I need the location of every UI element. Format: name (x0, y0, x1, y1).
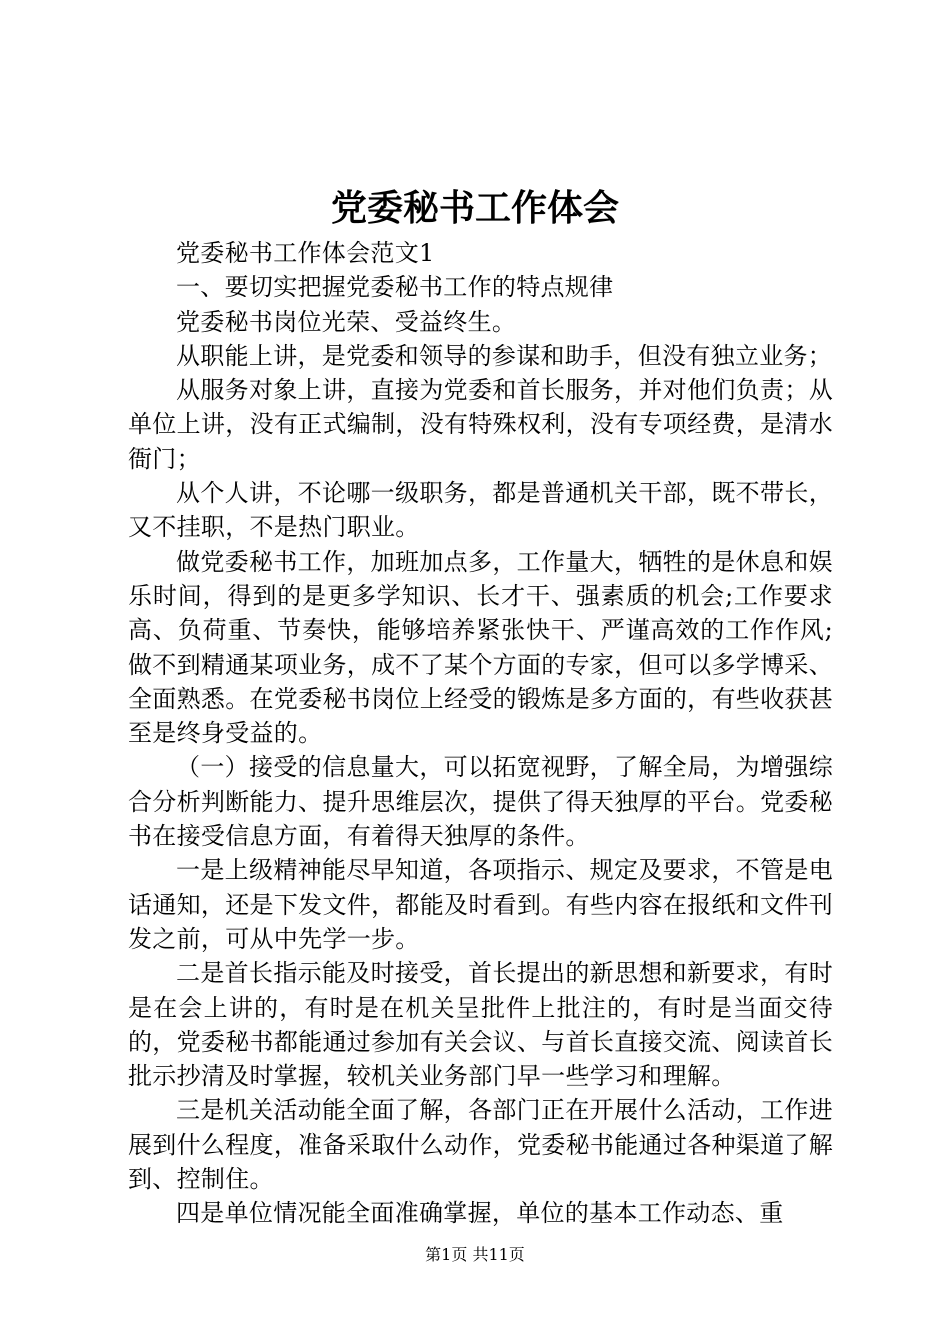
paragraph: 做党委秘书工作，加班加点多，工作量大，牺牲的是休息和娱乐时间，得到的是更多学知识、长才干、强素质的机会;工作要求高、负荷重、节奏快，能够培养紧张快干、严谨高效的工作作风;做不到精通某项业务，成不了某个方面的专家，但可以多学博采、全面熟悉。在党委秘书岗位上经受的锻炼是多方面的，有些收获甚至是终身受益的。 (128, 547, 833, 748)
paragraph: 二是首长指示能及时接受，首长提出的新思想和新要求，有时是在会上讲的，有时是在机关呈批件上批注的，有时是当面交待的，党委秘书都能通过参加有关会议、与首长直接交流、阅读首长批示抄清及时掌握，较机关业务部门早一些学习和理解。 (128, 959, 833, 1091)
document-title: 党委秘书工作体会 (330, 187, 619, 229)
document-body (128, 236, 833, 1231)
page-number-footer: 第1页 共11页 (425, 1245, 525, 1264)
paragraph: （一）接受的信息量大，可以拓宽视野，了解全局，为增强综合分析判断能力、提升思维层次，提供了得天独厚的平台。党委秘书在接受信息方面，有着得天独厚的条件。 (128, 753, 833, 851)
paragraph: 四是单位情况能全面准确掌握，单位的基本工作动态、重 (176, 1199, 784, 1228)
paragraph: 党委秘书岗位光荣、受益终生。 (176, 307, 517, 336)
paragraph: 三是机关活动能全面了解，各部门正在开展什么活动，工作进展到什么程度，准备采取什么动作，党委秘书能通过各种渠道了解到、控制住。 (128, 1096, 833, 1194)
paragraph: 从服务对象上讲，直接为党委和首长服务，并对他们负责；从单位上讲，没有正式编制，没有特殊权利，没有专项经费，是清水衙门； (128, 376, 833, 473)
paragraph: 从职能上讲，是党委和领导的参谋和助手，但没有独立业务； (176, 341, 833, 370)
paragraph: 从个人讲，不论哪一级职务，都是普通机关干部，既不带长，又不挂职，不是热门职业。 (128, 479, 833, 542)
paragraph: 一、要切实把握党委秘书工作的特点规律 (176, 273, 614, 302)
paragraph: 一是上级精神能尽早知道，各项指示、规定及要求，不管是电话通知，还是下发文件，都能及时看到。有些内容在报纸和文件刊发之前，可从中先学一步。 (128, 856, 833, 953)
paragraph: 党委秘书工作体会范文1 (176, 239, 435, 267)
